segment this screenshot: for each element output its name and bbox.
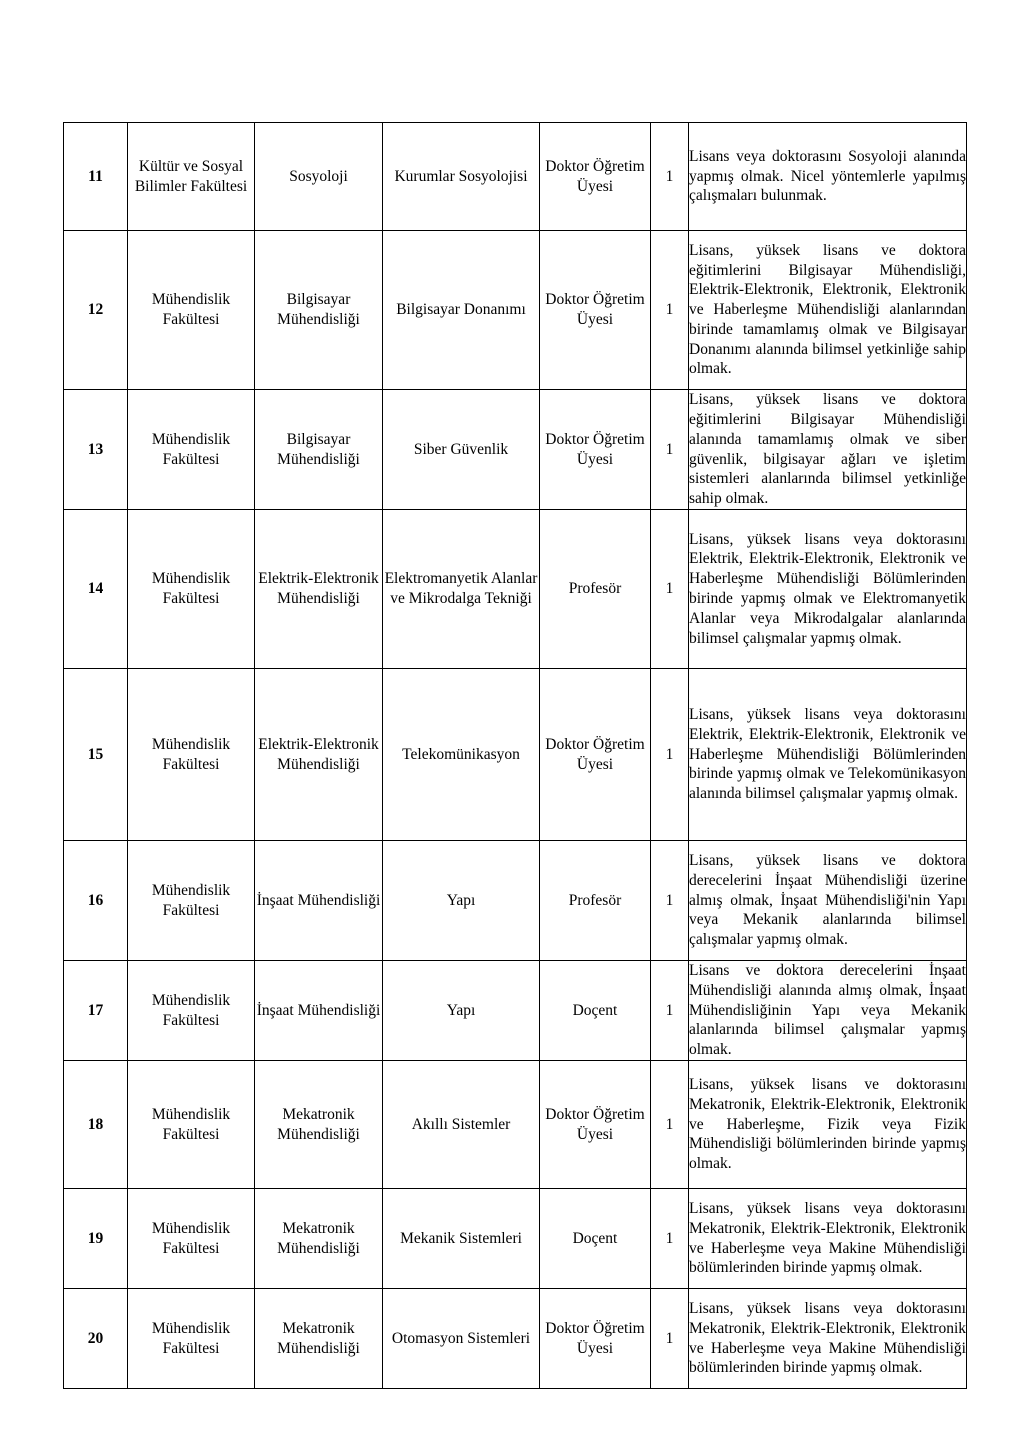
row-number-text: 12 [87, 301, 104, 319]
faculty-cell-text: Mühendislik Fakültesi [151, 881, 231, 919]
table-row [64, 669, 967, 841]
title-cell [540, 1061, 651, 1189]
department-cell [255, 669, 383, 841]
count-cell-text: 1 [665, 1001, 674, 1019]
row-number-text: 17 [87, 1001, 104, 1019]
title-cell-text: Doktor Öğretim Üyesi [545, 430, 645, 468]
count-cell [651, 1061, 689, 1189]
requirement-cell [689, 390, 967, 510]
faculty-cell [128, 1189, 255, 1289]
faculty-cell [128, 1289, 255, 1389]
field-cell-text: Otomasyon Sistemleri [391, 1329, 531, 1347]
count-cell-text: 1 [665, 167, 674, 185]
requirement-cell [689, 1061, 967, 1189]
requirement-cell [689, 1289, 967, 1389]
faculty-cell [128, 510, 255, 669]
title-cell [540, 669, 651, 841]
requirement-cell-text: Lisans ve doktora derecelerini İnşaat Mühendisliği alanında almış olmak, İnşaat Mühendisliğinin Yapı veya Mekanik alanlarında bilimsel çalışmalar yapmış olmak. [689, 962, 966, 1059]
count-cell-text: 1 [665, 1329, 674, 1347]
faculty-cell [128, 1061, 255, 1189]
count-cell-text: 1 [665, 1115, 674, 1133]
field-cell-text: Bilgisayar Donanımı [396, 301, 526, 319]
department-cell [255, 841, 383, 961]
title-cell [540, 1289, 651, 1389]
department-cell-text: Mekatronik Mühendisliği [277, 1319, 360, 1357]
faculty-cell-text: Mühendislik Fakültesi [151, 570, 231, 607]
faculty-cell [128, 231, 255, 390]
faculty-cell-text: Mühendislik Fakültesi [151, 735, 231, 773]
requirement-cell [689, 123, 967, 231]
requirement-cell-text: Lisans, yüksek lisans veya doktorasını Mekatronik, Elektrik-Elektronik, Elektronik ve Haberleşme veya Makine Mühendisliği bölümlerinden birinde yapmış olmak. [689, 1299, 966, 1377]
title-cell-text: Profesör [568, 891, 622, 909]
title-cell-text: Doktor Öğretim Üyesi [545, 157, 645, 195]
count-cell [651, 669, 689, 841]
row-number [64, 231, 128, 390]
requirement-cell [689, 1189, 967, 1289]
faculty-cell-text: Mühendislik Fakültesi [151, 1105, 231, 1143]
faculty-cell-text: Mühendislik Fakültesi [151, 1219, 231, 1257]
requirement-cell-text: Lisans veya doktorasını Sosyoloji alanında yapmış olmak. Nicel yöntemlerle yapılmış çalışmaları bulunmak. [689, 147, 966, 205]
title-cell [540, 510, 651, 669]
title-cell-text: Profesör [568, 580, 622, 598]
count-cell-text: 1 [665, 440, 674, 458]
title-cell [540, 1189, 651, 1289]
title-cell-text: Doçent [572, 1229, 618, 1247]
count-cell-text: 1 [665, 580, 674, 598]
requirement-cell-text: Lisans, yüksek lisans veya doktorasını Elektrik, Elektrik-Elektronik, Elektronik ve Haberleşme Mühendisliği Bölümlerinden birinde yapmış olmak ve Elektromanyetik Alanlar veya Mikrodalgalar alanlarında bilimsel çalışmalar yapmış olmak. [689, 530, 966, 647]
faculty-cell [128, 123, 255, 231]
row-number [64, 510, 128, 669]
field-cell [383, 231, 540, 390]
title-cell-text: Doçent [572, 1001, 618, 1019]
department-cell [255, 390, 383, 510]
row-number-text: 15 [87, 745, 104, 763]
count-cell [651, 841, 689, 961]
requirement-cell-text: Lisans, yüksek lisans veya doktorasını Elektrik, Elektrik-Elektronik, Elektronik ve Haberleşme Mühendisliği Bölümlerinden birinde yapmış olmak ve Telekomünikasyon alanında bilimsel çalışmalar yapmış olmak. [689, 706, 966, 803]
faculty-cell [128, 390, 255, 510]
row-number-text: 11 [88, 167, 103, 185]
department-cell-text: Elektrik-Elektronik Mühendisliği [258, 570, 379, 607]
field-cell [383, 961, 540, 1061]
department-cell [255, 1189, 383, 1289]
row-number [64, 1289, 128, 1389]
department-cell-text: Elektrik-Elektronik Mühendisliği [258, 735, 379, 773]
field-cell [383, 123, 540, 231]
title-cell-text: Doktor Öğretim Üyesi [545, 735, 645, 773]
department-cell-text: Mekatronik Mühendisliği [277, 1105, 360, 1143]
field-cell [383, 1289, 540, 1389]
faculty-cell [128, 669, 255, 841]
table-row [64, 123, 967, 231]
field-cell-text: Mekanik Sistemleri [400, 1229, 522, 1247]
row-number [64, 390, 128, 510]
row-number-text: 14 [87, 580, 104, 598]
row-number [64, 669, 128, 841]
title-cell [540, 231, 651, 390]
title-cell-text: Doktor Öğretim Üyesi [545, 291, 645, 328]
row-number-text: 19 [87, 1229, 104, 1247]
field-cell-text: Siber Güvenlik [413, 440, 509, 458]
department-cell [255, 1061, 383, 1189]
row-number [64, 1061, 128, 1189]
title-cell [540, 841, 651, 961]
faculty-cell [128, 841, 255, 961]
count-cell [651, 1289, 689, 1389]
faculty-cell-text: Mühendislik Fakültesi [151, 991, 231, 1029]
row-number [64, 123, 128, 231]
count-cell-text: 1 [665, 891, 674, 909]
table-row [64, 510, 967, 669]
department-cell [255, 231, 383, 390]
count-cell [651, 123, 689, 231]
count-cell [651, 510, 689, 669]
requirement-cell [689, 669, 967, 841]
department-cell-text: İnşaat Mühendisliği [256, 1001, 381, 1019]
department-cell-text: Bilgisayar Mühendisliği [277, 291, 360, 328]
table-row [64, 1061, 967, 1189]
faculty-cell-text: Mühendislik Fakültesi [151, 291, 231, 328]
department-cell [255, 1289, 383, 1389]
faculty-cell-text: Mühendislik Fakültesi [151, 430, 231, 468]
count-cell-text: 1 [665, 1229, 674, 1247]
title-cell [540, 390, 651, 510]
requirement-cell [689, 961, 967, 1061]
row-number [64, 841, 128, 961]
department-cell [255, 961, 383, 1061]
field-cell-text: Elektromanyetik Alanlar ve Mikrodalga Tekniği [384, 570, 538, 607]
title-cell [540, 961, 651, 1061]
department-cell-text: Sosyoloji [289, 167, 348, 185]
table-row [64, 961, 967, 1061]
row-number [64, 1189, 128, 1289]
title-cell-text: Doktor Öğretim Üyesi [545, 1105, 645, 1143]
field-cell [383, 510, 540, 669]
field-cell-text: Yapı [446, 1001, 476, 1019]
title-cell [540, 123, 651, 231]
field-cell [383, 669, 540, 841]
requirement-cell [689, 510, 967, 669]
faculty-cell [128, 961, 255, 1061]
count-cell [651, 231, 689, 390]
department-cell-text: Bilgisayar Mühendisliği [277, 430, 360, 468]
count-cell-text: 1 [665, 301, 674, 319]
department-cell [255, 510, 383, 669]
row-number [64, 961, 128, 1061]
table-row [64, 1189, 967, 1289]
row-number-text: 16 [87, 891, 104, 909]
field-cell-text: Telekomünikasyon [402, 745, 520, 763]
faculty-cell-text: Kültür ve Sosyal Bilimler Fakültesi [134, 157, 248, 195]
table-row [64, 1289, 967, 1389]
table-row [64, 841, 967, 961]
positions-table [63, 122, 967, 1389]
count-cell-text: 1 [665, 745, 674, 763]
field-cell [383, 1061, 540, 1189]
requirement-cell [689, 841, 967, 961]
field-cell [383, 841, 540, 961]
field-cell-text: Yapı [446, 891, 476, 909]
count-cell [651, 390, 689, 510]
row-number-text: 18 [87, 1115, 104, 1133]
row-number-text: 13 [87, 440, 104, 458]
requirement-cell-text: Lisans, yüksek lisans ve doktora eğitimlerini Bilgisayar Mühendisliği, Elektrik-Elektronik, Elektronik, Elektronik ve Haberleşme Mühendisliği alanlarından birinde tamamlamış olmak ve Bilgisayar Donanımı alanında bilimsel yetkinliğe sahip olmak. [689, 241, 966, 378]
field-cell [383, 1189, 540, 1289]
requirement-cell-text: Lisans, yüksek lisans ve doktora derecelerini İnşaat Mühendisliği üzerine almış olmak, İnşaat Mühendisliği'nin Yapı veya Mekanik alanlarında bilimsel çalışmalar yapmış olmak. [689, 852, 966, 949]
field-cell-text: Akıllı Sistemler [411, 1115, 511, 1133]
requirement-cell [689, 231, 967, 390]
count-cell [651, 961, 689, 1061]
count-cell [651, 1189, 689, 1289]
title-cell-text: Doktor Öğretim Üyesi [545, 1319, 645, 1357]
requirement-cell-text: Lisans, yüksek lisans ve doktorasını Mekatronik, Elektrik-Elektronik, Elektronik ve Haberleşme, Fizik veya Fizik Mühendisliği bölümlerinden birinde yapmış olmak. [689, 1076, 966, 1173]
row-number-text: 20 [87, 1329, 104, 1347]
faculty-cell-text: Mühendislik Fakültesi [151, 1319, 231, 1357]
department-cell-text: Mekatronik Mühendisliği [277, 1219, 360, 1257]
requirement-cell-text: Lisans, yüksek lisans ve doktora eğitimlerini Bilgisayar Mühendisliği alanında tamamlamış olmak ve siber güvenlik, bilgisayar ağları ve işletim sistemleri alanlarında bilimsel yetkinliğe sahip olmak. [689, 391, 966, 508]
table-row [64, 390, 967, 510]
department-cell-text: İnşaat Mühendisliği [256, 891, 381, 909]
field-cell [383, 390, 540, 510]
field-cell-text: Kurumlar Sosyolojisi [394, 167, 528, 185]
department-cell [255, 123, 383, 231]
table-row [64, 231, 967, 390]
requirement-cell-text: Lisans, yüksek lisans veya doktorasını Mekatronik, Elektrik-Elektronik, Elektronik ve Haberleşme veya Makine Mühendisliği bölümlerinden birinde yapmış olmak. [689, 1199, 966, 1277]
table-body [64, 123, 967, 1389]
